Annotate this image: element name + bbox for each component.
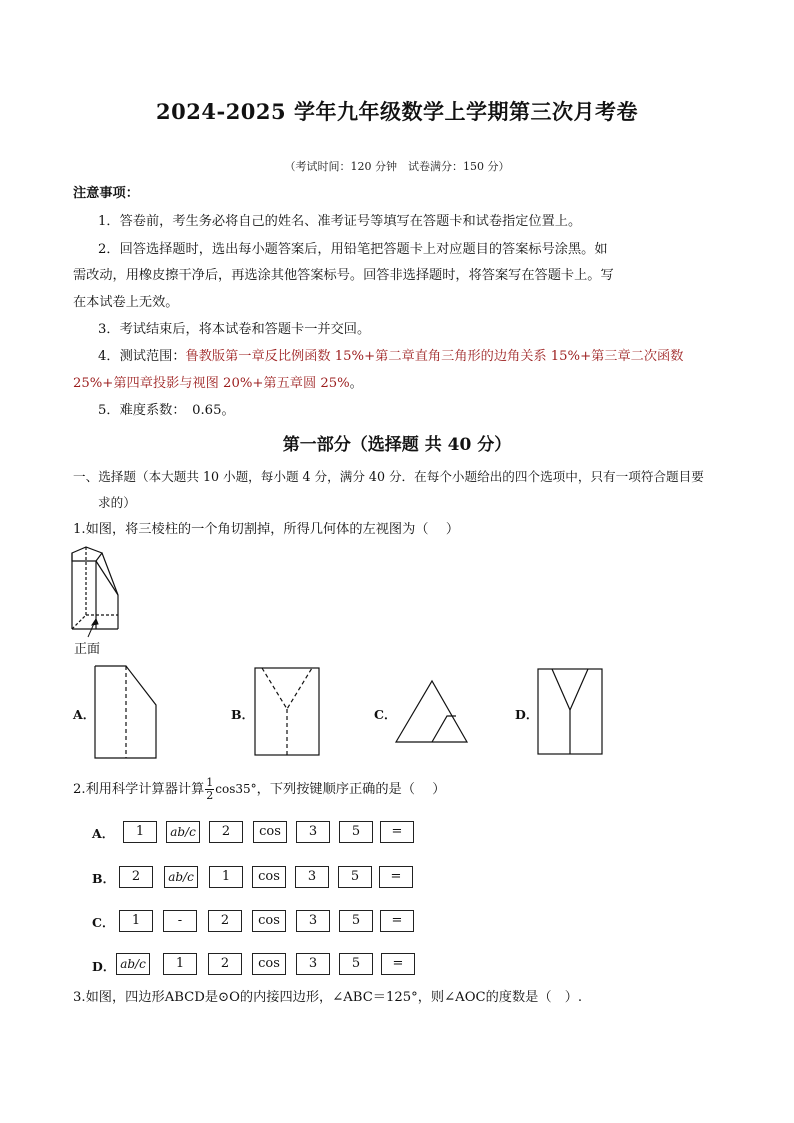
section-instruction-2: 求的）: [98, 495, 136, 510]
notice-item-2-end: 在本试卷上无效。: [73, 295, 179, 310]
test-scope-line2: 25%+第四章投影与视图 20%+第五章圆 25%: [73, 376, 350, 391]
exam-subtitle: （考试时间：120 分钟 试卷满分：150 分）: [284, 160, 510, 173]
q2-stem-prefix: 2.利用科学计算器计算: [73, 782, 205, 797]
q1-option-d-label[interactable]: D．: [515, 707, 539, 722]
q2-d-key-4[interactable]: cos: [252, 953, 286, 975]
q2-c-key-1[interactable]: 1: [119, 910, 153, 932]
q2-a-key-4[interactable]: cos: [253, 821, 287, 843]
q2-option-c-label[interactable]: C．: [92, 915, 115, 930]
q2-a-key-2[interactable]: ab/c: [166, 821, 200, 843]
q2-a-key-6[interactable]: 5: [339, 821, 373, 843]
q2-a-key-3[interactable]: 2: [209, 821, 243, 843]
q2-d-key-6[interactable]: 5: [339, 953, 373, 975]
q1-option-a-label[interactable]: A．: [73, 707, 96, 722]
q2-stem-suffix: ，下列按键顺序正确的是（ ）: [256, 782, 446, 797]
notice-heading: 注意事项：: [73, 186, 139, 201]
q2-c-key-2[interactable]: -: [163, 910, 197, 932]
q2-fraction-denominator: 2: [206, 789, 214, 802]
q2-c-key-6[interactable]: 5: [339, 910, 373, 932]
q2-fraction: [205, 777, 214, 802]
q1-option-a-figure[interactable]: [94, 665, 158, 760]
q1-option-c-figure[interactable]: [395, 680, 469, 744]
q2-a-key-7[interactable]: =: [380, 821, 414, 843]
q2-fraction-numerator: 1: [206, 776, 214, 789]
q2-c-key-3[interactable]: 2: [208, 910, 242, 932]
q1-option-c-label[interactable]: C．: [374, 707, 397, 722]
q2-option-a-label[interactable]: A．: [92, 826, 115, 841]
q2-d-key-2[interactable]: 1: [163, 953, 197, 975]
notice-item-2: 2．回答选择题时，选出每小题答案后，用铅笔把答题卡上对应题目的答案标号涂黑。如: [98, 242, 608, 257]
q2-b-key-5[interactable]: 3: [295, 866, 329, 888]
q2-option-d-label[interactable]: D．: [92, 959, 116, 974]
q2-option-b-label[interactable]: B．: [92, 871, 116, 886]
q2-c-key-4[interactable]: cos: [252, 910, 286, 932]
question-3-stem: 3.如图，四边形ABCD是⊙O的内接四边形，∠ABC＝125°，则∠AOC的度数是（ ）.: [73, 990, 583, 1005]
notice-item-3: 3．考试结束后，将本试卷和答题卡一并交回。: [98, 322, 371, 337]
q2-b-key-2[interactable]: ab/c: [164, 866, 198, 888]
notice-item-5: 5．难度系数： 0.65。: [98, 403, 235, 418]
exam-title: 2024-2025 学年九年级数学上学期第三次月考卷: [156, 99, 638, 124]
notice-item-4-suffix: 。: [349, 376, 363, 391]
q2-b-key-7[interactable]: =: [379, 866, 413, 888]
q2-c-key-7[interactable]: =: [380, 910, 414, 932]
notice-item-1: 1．答卷前，考生务必将自己的姓名、准考证号等填写在答题卡和试卷指定位置上。: [98, 214, 582, 229]
q1-option-d-figure[interactable]: [537, 668, 603, 756]
q2-b-key-4[interactable]: cos: [252, 866, 286, 888]
q2-d-key-7[interactable]: =: [381, 953, 415, 975]
part1-heading: 第一部分（选择题 共 40 分）: [282, 435, 512, 455]
notice-item-4-cont: [73, 374, 363, 394]
q2-d-key-1[interactable]: ab/c: [116, 953, 150, 975]
question-2-stem: [73, 777, 445, 802]
q2-b-key-1[interactable]: 2: [119, 866, 153, 888]
front-view-label: 正面: [74, 642, 101, 657]
q1-option-b-figure[interactable]: [254, 667, 320, 757]
notice-item-2-cont: 需改动，用橡皮擦干净后，再选涂其他答案标号。回答非选择题时，将答案写在答题卡上。写: [73, 268, 614, 283]
q2-c-key-5[interactable]: 3: [296, 910, 330, 932]
q1-solid-figure: [68, 545, 128, 635]
q2-b-key-3[interactable]: 1: [209, 866, 243, 888]
test-scope-line1: 鲁教版第一章反比例函数 15%+第二章直角三角形的边角关系 15%+第三章二次函数: [185, 349, 684, 364]
notice-item-4: [98, 347, 683, 367]
q2-b-key-6[interactable]: 5: [338, 866, 372, 888]
q1-option-b-label[interactable]: B．: [231, 707, 255, 722]
q2-stem-cos: cos35°: [215, 782, 257, 796]
section-instruction-1: 一、选择题（本大题共 10 小题，每小题 4 分，满分 40 分．在每个小题给出的四个选项中，只有一项符合题目要: [73, 469, 704, 484]
q2-a-key-5[interactable]: 3: [296, 821, 330, 843]
q2-d-key-3[interactable]: 2: [208, 953, 242, 975]
q2-d-key-5[interactable]: 3: [296, 953, 330, 975]
notice-item-4-prefix: 4．测试范围：: [98, 349, 186, 364]
question-1-stem: 1.如图，将三棱柱的一个角切割掉，所得几何体的左视图为（ ）: [73, 522, 460, 537]
q2-a-key-1[interactable]: 1: [123, 821, 157, 843]
